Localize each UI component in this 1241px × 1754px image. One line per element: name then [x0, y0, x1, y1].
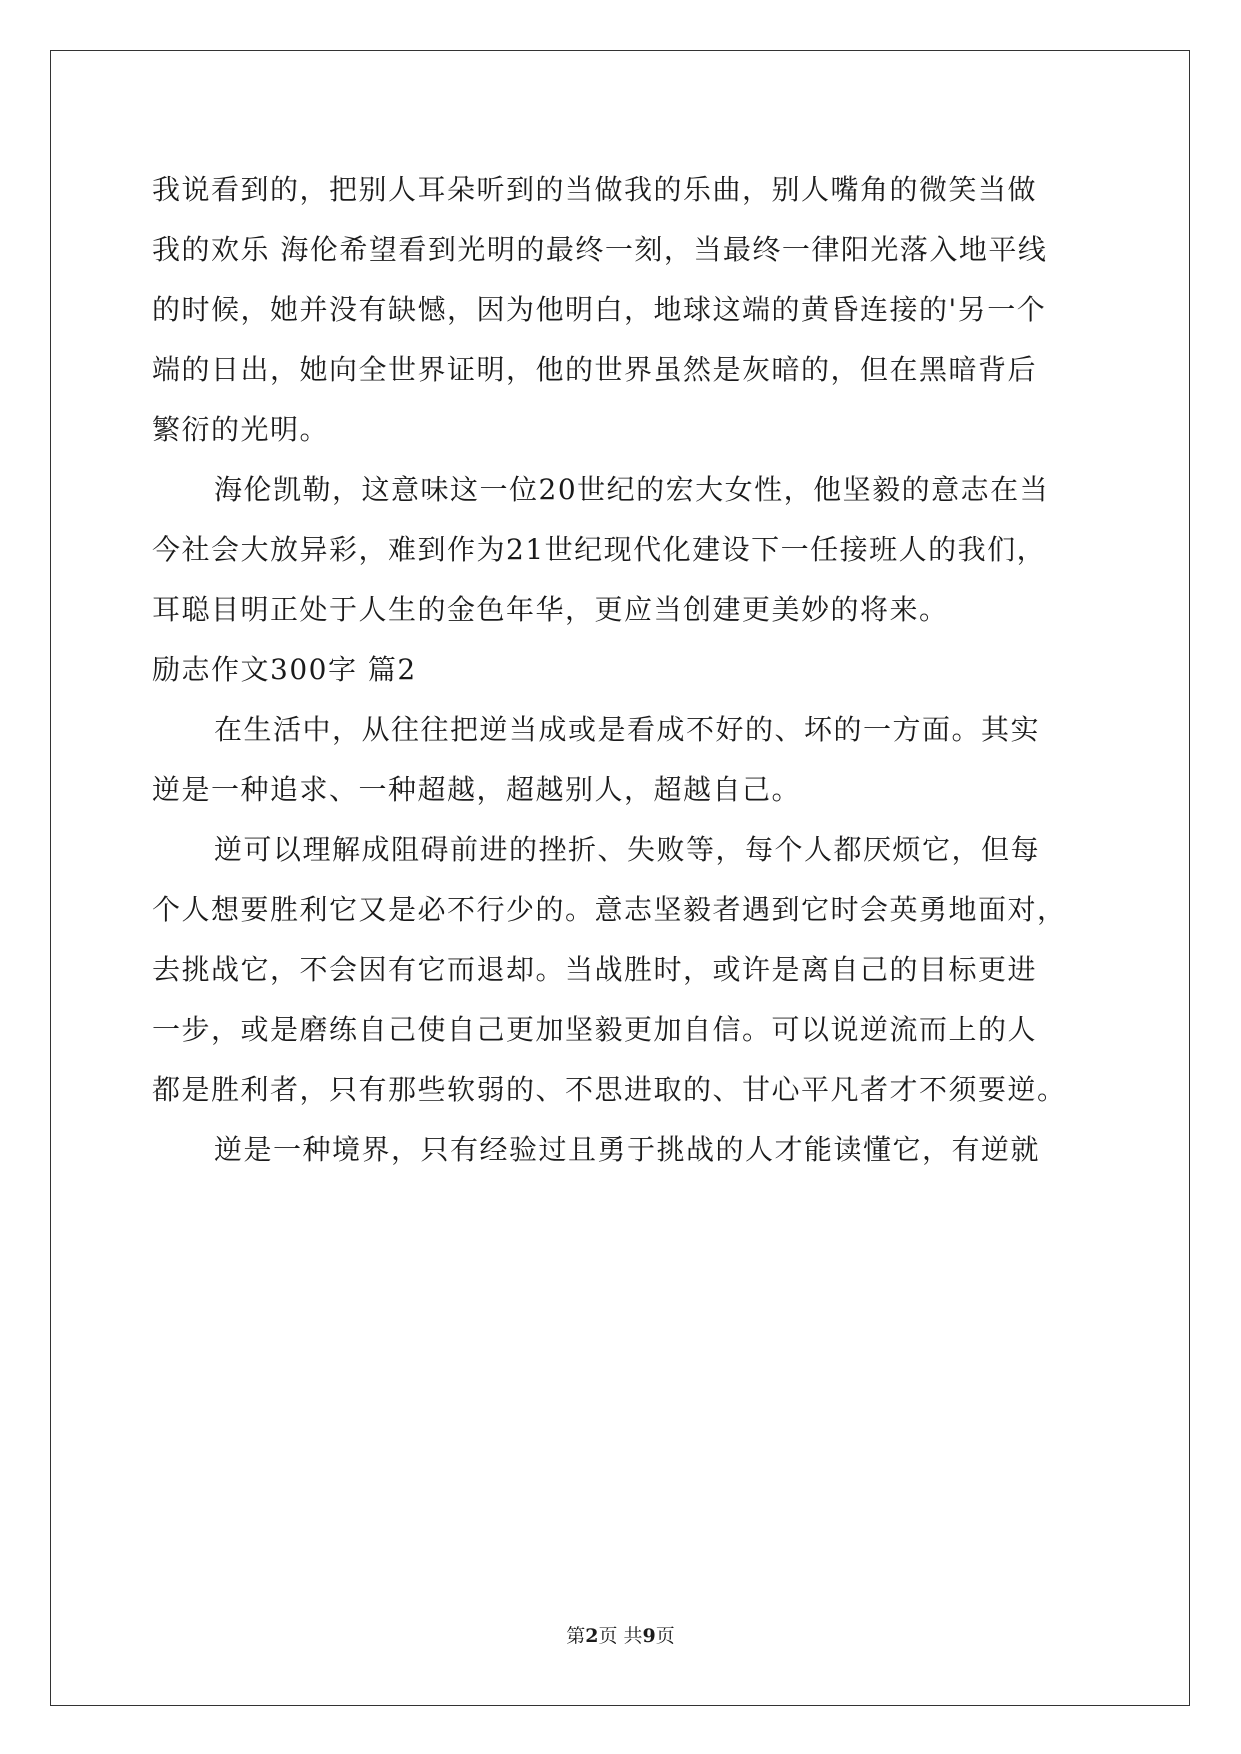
- text-line: 我的欢乐 海伦希望看到光明的最终一刻，当最终一律阳光落入地平线: [152, 233, 1048, 266]
- footer-mid: 页 共: [598, 1625, 643, 1647]
- paragraph: [152, 820, 1092, 1120]
- total-page-number: 9: [642, 1625, 656, 1647]
- paragraph: [152, 1120, 1092, 1180]
- text-line: 端的日出，她向全世界证明，他的世界虽然是灰暗的，但在黑暗背后: [152, 353, 1038, 386]
- section-heading: [152, 640, 1092, 700]
- footer-prefix: 第: [566, 1625, 586, 1647]
- page-footer: [0, 1624, 1241, 1648]
- text-line: 耳聪目明正处于人生的金色年华，更应当创建更美妙的将来。: [152, 593, 949, 626]
- text-line: 都是胜利者，只有那些软弱的、不思进取的、甘心平凡者才不须要逆。: [152, 1073, 1067, 1106]
- text-line: 海伦凯勒，这意味这一位20世纪的宏大女性，他坚毅的意志在当: [214, 473, 1050, 506]
- document-body: [152, 160, 1092, 1180]
- paragraph: [152, 460, 1092, 640]
- text-line: 一步，或是磨练自己使自己更加坚毅更加自信。可以说逆流而上的人: [152, 1013, 1038, 1046]
- text-line: 逆可以理解成阻碍前进的挫折、失败等，每个人都厌烦它，但每: [214, 833, 1041, 866]
- text-line: 逆是一种境界，只有经验过且勇于挑战的人才能读懂它，有逆就: [214, 1133, 1041, 1166]
- footer-suffix: 页: [655, 1625, 675, 1647]
- current-page-number: 2: [585, 1625, 599, 1647]
- text-line: 的时候，她并没有缺憾，因为他明白，地球这端的黄昏连接的'另一个: [152, 293, 1047, 326]
- paragraph: [152, 700, 1092, 820]
- text-line: 在生活中，从往往把逆当成或是看成不好的、坏的一方面。其实: [214, 713, 1041, 746]
- text-line: 繁衍的光明。: [152, 413, 330, 446]
- text-line: 今社会大放异彩，难到作为21世纪现代化建设下一任接班人的我们，: [152, 533, 1047, 566]
- paragraph: [152, 160, 1092, 460]
- text-line: 个人想要胜利它又是必不行少的。意志坚毅者遇到它时会英勇地面对，: [152, 893, 1067, 926]
- heading-text: 励志作文300字 篇2: [152, 653, 417, 686]
- text-line: 去挑战它，不会因有它而退却。当战胜时，或许是离自己的目标更进: [152, 953, 1038, 986]
- text-line: 逆是一种追求、一种超越，超越别人，超越自己。: [152, 773, 802, 806]
- text-line: 我说看到的，把别人耳朵听到的当做我的乐曲，别人嘴角的微笑当做: [152, 173, 1038, 206]
